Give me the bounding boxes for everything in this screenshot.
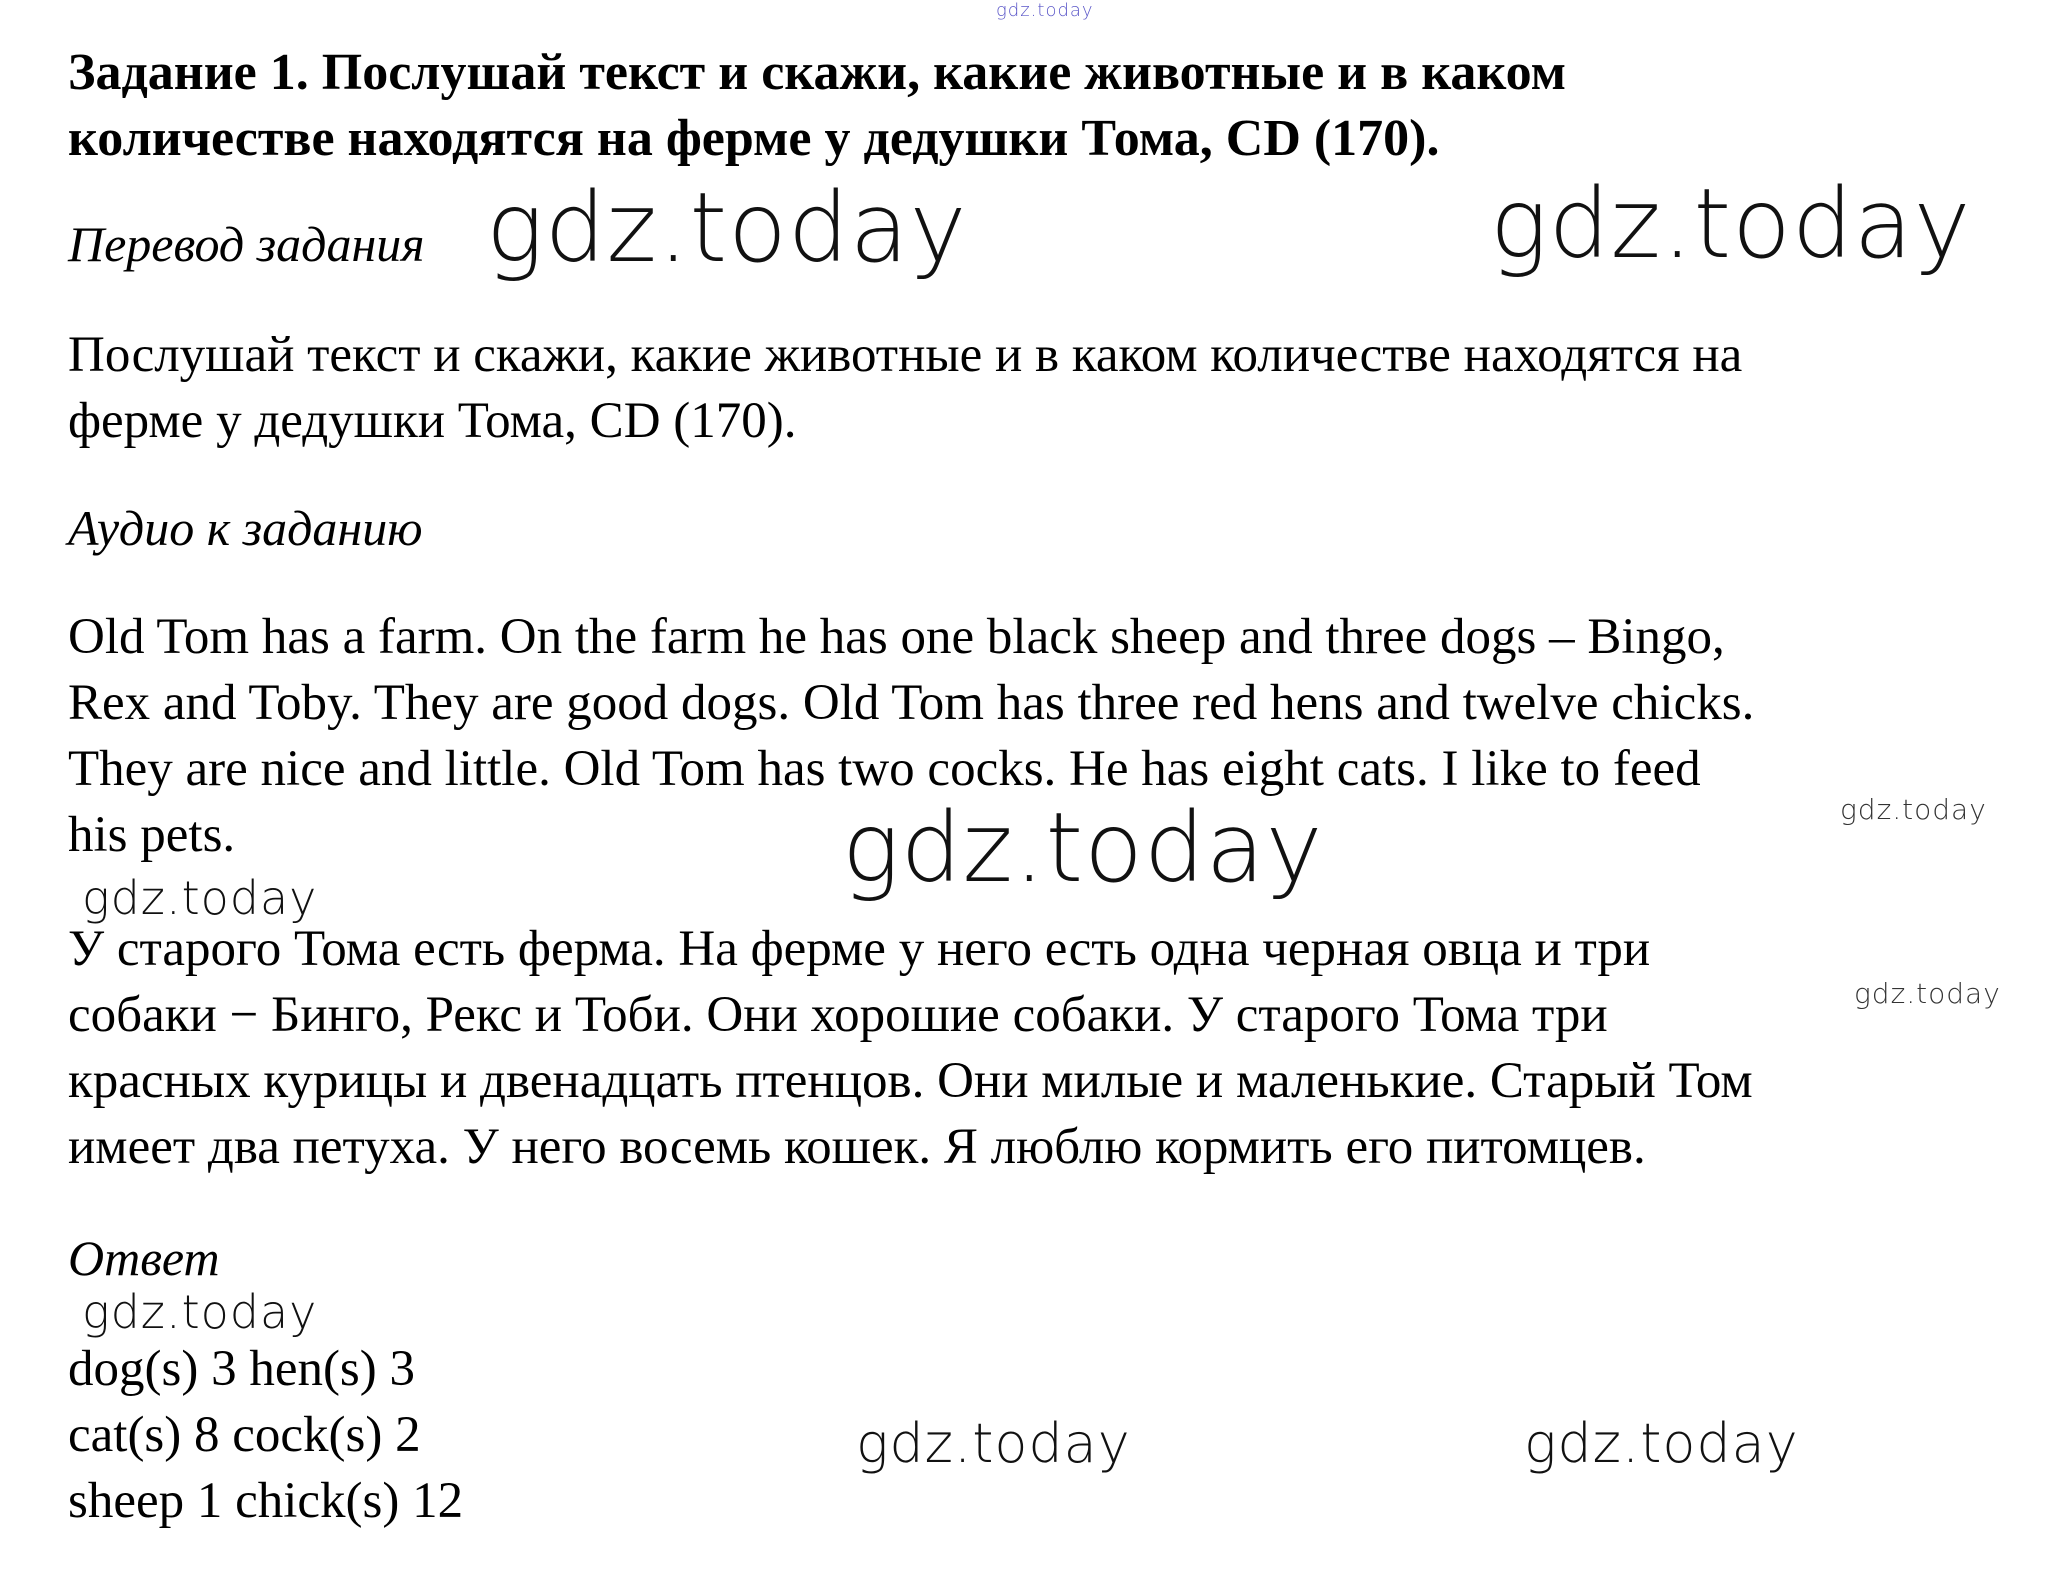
- answer-line-1: dog(s) 3 hen(s) 3: [68, 1341, 416, 1397]
- task-heading-line-2: количестве находятся на ферме у дедушки Тома, CD (170).: [68, 110, 1440, 167]
- watermark-medium-left-1: gdz.today: [82, 871, 318, 925]
- watermark-small-right-1: gdz.today: [1840, 793, 1987, 826]
- audio-russian-line-1: У старого Тома есть ферма. На ферме у него есть одна черная овца и три: [68, 921, 1651, 977]
- task-heading: [68, 40, 1566, 172]
- watermark-small-right-2: gdz.today: [1854, 977, 2001, 1010]
- audio-label: Аудио к заданию: [68, 500, 423, 556]
- watermark-bottom-right: gdz.today: [1524, 1412, 1799, 1475]
- watermark-large-left: gdz.today: [486, 172, 968, 284]
- audio-english-line-4: his pets.: [68, 807, 236, 863]
- watermark-large-center: gdz.today: [842, 792, 1324, 904]
- audio-russian-line-3: красных курицы и двенадцать птенцов. Они милые и маленькие. Старый Том: [68, 1053, 1753, 1109]
- audio-russian-line-2: собаки − Бинго, Рекс и Тоби. Они хорошие собаки. У старого Тома три: [68, 987, 1608, 1043]
- watermark-large-right: gdz.today: [1490, 168, 1972, 280]
- audio-english-line-3: They are nice and little. Old Tom has two cocks. He has eight cats. I like to feed: [68, 741, 1701, 797]
- watermark-bottom-center: gdz.today: [856, 1412, 1131, 1475]
- answer-label: Ответ: [68, 1230, 220, 1286]
- translation-label: Перевод задания: [68, 216, 425, 272]
- watermark-medium-left-2: gdz.today: [82, 1285, 318, 1339]
- answer-line-2: cat(s) 8 cock(s) 2: [68, 1407, 421, 1463]
- watermark-top: gdz.today: [996, 0, 1094, 21]
- task-heading-line-1: Задание 1. Послушай текст и скажи, какие животные и в каком: [68, 44, 1567, 101]
- translation-line-2: ферме у дедушки Тома, CD (170).: [68, 393, 797, 449]
- audio-english-line-2: Rex and Toby. They are good dogs. Old Tom has three red hens and twelve chicks.: [68, 675, 1755, 731]
- translation-line-1: Послушай текст и скажи, какие животные и в каком количестве находятся на: [68, 327, 1743, 383]
- answer-line-3: sheep 1 chick(s) 12: [68, 1473, 464, 1529]
- audio-russian-line-4: имеет два петуха. У него восемь кошек. Я люблю кормить его питомцев.: [68, 1119, 1646, 1175]
- audio-english-line-1: Old Tom has a farm. On the farm he has one black sheep and three dogs – Bingo,: [68, 609, 1725, 665]
